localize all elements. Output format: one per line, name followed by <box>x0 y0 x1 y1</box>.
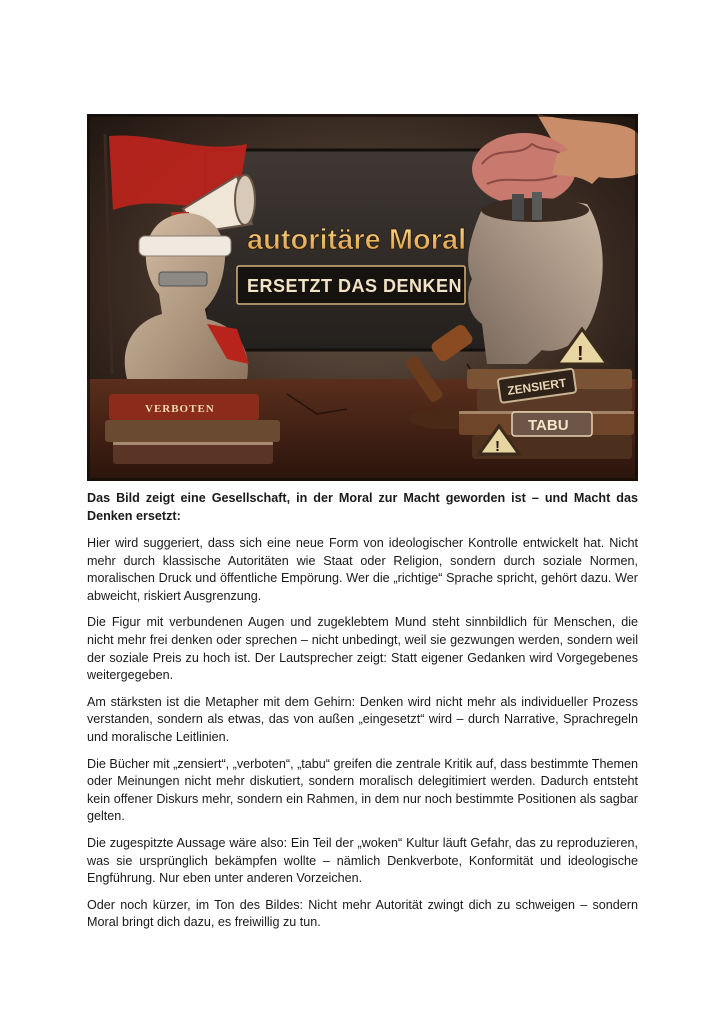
paragraph-1: Hier wird suggeriert, dass sich eine neue Form von ideologischer Kontrolle entwickelt hat. Nicht mehr durch klassische Autoritäten wie Staat oder Religion, sondern durch soziale Normen, moralischen Druck und öffentliche Empörung. Wer die „richtige“ Sprache spricht, gehört dazu. Wer abweicht, riskiert Ausgrenzung. <box>87 536 638 603</box>
illustration-headline-line2: ERSETZT DAS DENKEN <box>247 276 463 296</box>
paragraph-5: Die zugespitzte Aussage wäre also: Ein Teil der „woken“ Kultur läuft Gefahr, das zu reproduzieren, was sie ursprünglich bekämpfen wollte – nämlich Denkverbote, Konformität und ideologische Engführung. Nur eben unter anderen Vorzeichen. <box>87 835 638 886</box>
svg-text:!: ! <box>495 438 500 455</box>
caption: Das Bild zeigt eine Gesellschaft, in der Moral zur Macht geworden ist – und Macht das Denken ersetzt: <box>87 491 638 523</box>
label-tabu: TABU <box>528 417 569 434</box>
svg-text:!: ! <box>577 343 584 365</box>
illustration <box>87 114 638 481</box>
text-block <box>87 489 638 941</box>
paragraph-6: Oder noch kürzer, im Ton des Bildes: Nicht mehr Autorität zwingt dich zu schweigen – sondern Moral bringt dich dazu, es freiwillig zu tun. <box>87 897 638 930</box>
stamp-zensiert: ZENSIERT <box>506 375 568 398</box>
illustration-headline-line1: autoritäre Moral <box>247 224 467 256</box>
paragraph-3: Am stärksten ist die Metapher mit dem Gehirn: Denken wird nicht mehr als individueller Prozess verstanden, sondern als etwas, das von außen „eingesetzt“ wird – durch Narrative, Sprachregeln und moralische Leitlinien. <box>87 694 638 744</box>
paragraph-2: Die Figur mit verbundenen Augen und zugeklebtem Mund steht sinnbildlich für Menschen, die nicht mehr frei denken oder sprechen – nicht unbedingt, weil sie gezwungen werden, sondern weil der soziale Preis zu hoch ist. Der Lautsprecher zeigt: Statt eigener Gedanken wird Vorgegebenes weitergegeben. <box>87 615 638 683</box>
paragraph-4: Die Bücher mit „zensiert“, „verboten“, „tabu“ greifen die zentrale Kritik auf, dass bestimmte Themen oder Meinungen nicht mehr diskutiert, sondern moralisch delegitimiert werden. Dadurch entsteht kein offener Diskurs mehr, sondern ein Rahmen, in dem nur noch bestimmte Positionen als sagbar gelten. <box>87 756 638 824</box>
books-left <box>105 394 280 464</box>
book-label-verboten: VERBOTEN <box>145 403 215 415</box>
tabu-plaque <box>512 412 592 436</box>
illustration-svg <box>87 114 638 481</box>
